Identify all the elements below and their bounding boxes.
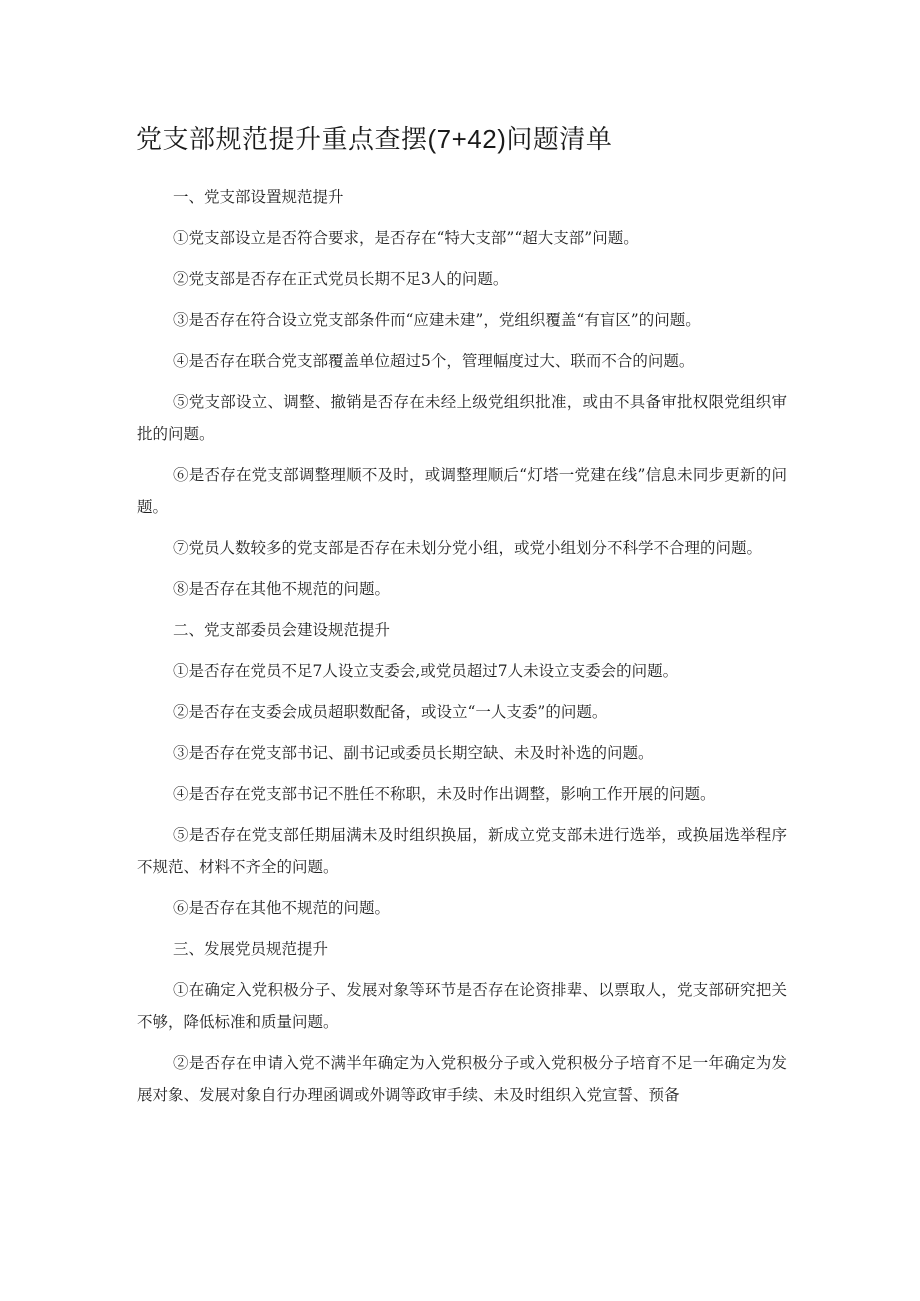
list-item: ③是否存在党支部书记、副书记或委员长期空缺、未及时补选的问题。 (173, 744, 654, 762)
list-item: ②是否存在支委会成员超职数配备，或设立“一人支委”的问题。 (173, 703, 608, 721)
list-item: ⑤党支部设立、调整、撤销是否存在未经上级党组织批准，或由不具备审批权限党组织审批的问题。 (137, 393, 787, 443)
list-item: ③是否存在符合设立党支部条件而“应建未建”，党组织覆盖“有盲区”的问题。 (173, 311, 701, 329)
section-heading: 一、党支部设置规范提升 (173, 188, 344, 206)
list-item: ④是否存在联合党支部覆盖单位超过5个，管理幅度过大、联而不合的问题。 (173, 352, 695, 370)
list-item: ⑤是否存在党支部任期届满未及时组织换届，新成立党支部未进行选举，或换届选举程序不规范、材料不齐全的问题。 (137, 826, 787, 876)
list-item: ②是否存在申请入党不满半年确定为入党积极分子或入党积极分子培育不足一年确定为发展对象、发展对象自行办理函调或外调等政审手续、未及时组织入党宣誓、预备 (137, 1054, 787, 1104)
list-item: ②党支部是否存在正式党员长期不足3人的问题。 (173, 270, 509, 288)
section-heading: 三、发展党员规范提升 (173, 940, 329, 958)
section-heading: 二、党支部委员会建设规范提升 (173, 621, 391, 639)
list-item: ④是否存在党支部书记不胜任不称职，未及时作出调整，影响工作开展的问题。 (173, 785, 716, 803)
list-item: ①在确定入党积极分子、发展对象等环节是否存在论资排辈、以票取人，党支部研究把关不够，降低标准和质量问题。 (137, 981, 787, 1031)
list-item: ①是否存在党员不足7人设立支委会,或党员超过7人未设立支委会的问题。 (173, 662, 679, 680)
document-title: 党支部规范提升重点查摆(7+42)问题清单 (136, 124, 613, 154)
list-item: ⑧是否存在其他不规范的问题。 (173, 580, 391, 598)
list-item: ①党支部设立是否符合要求，是否存在“特大支部”“超大支部”问题。 (173, 229, 639, 247)
list-item: ⑥是否存在其他不规范的问题。 (173, 899, 391, 917)
list-item: ⑦党员人数较多的党支部是否存在未划分党小组，或党小组划分不科学不合理的问题。 (173, 539, 763, 557)
document-body (137, 181, 787, 1120)
list-item: ⑥是否存在党支部调整理顺不及时，或调整理顺后“灯塔一党建在线”信息未同步更新的问题。 (137, 466, 787, 516)
